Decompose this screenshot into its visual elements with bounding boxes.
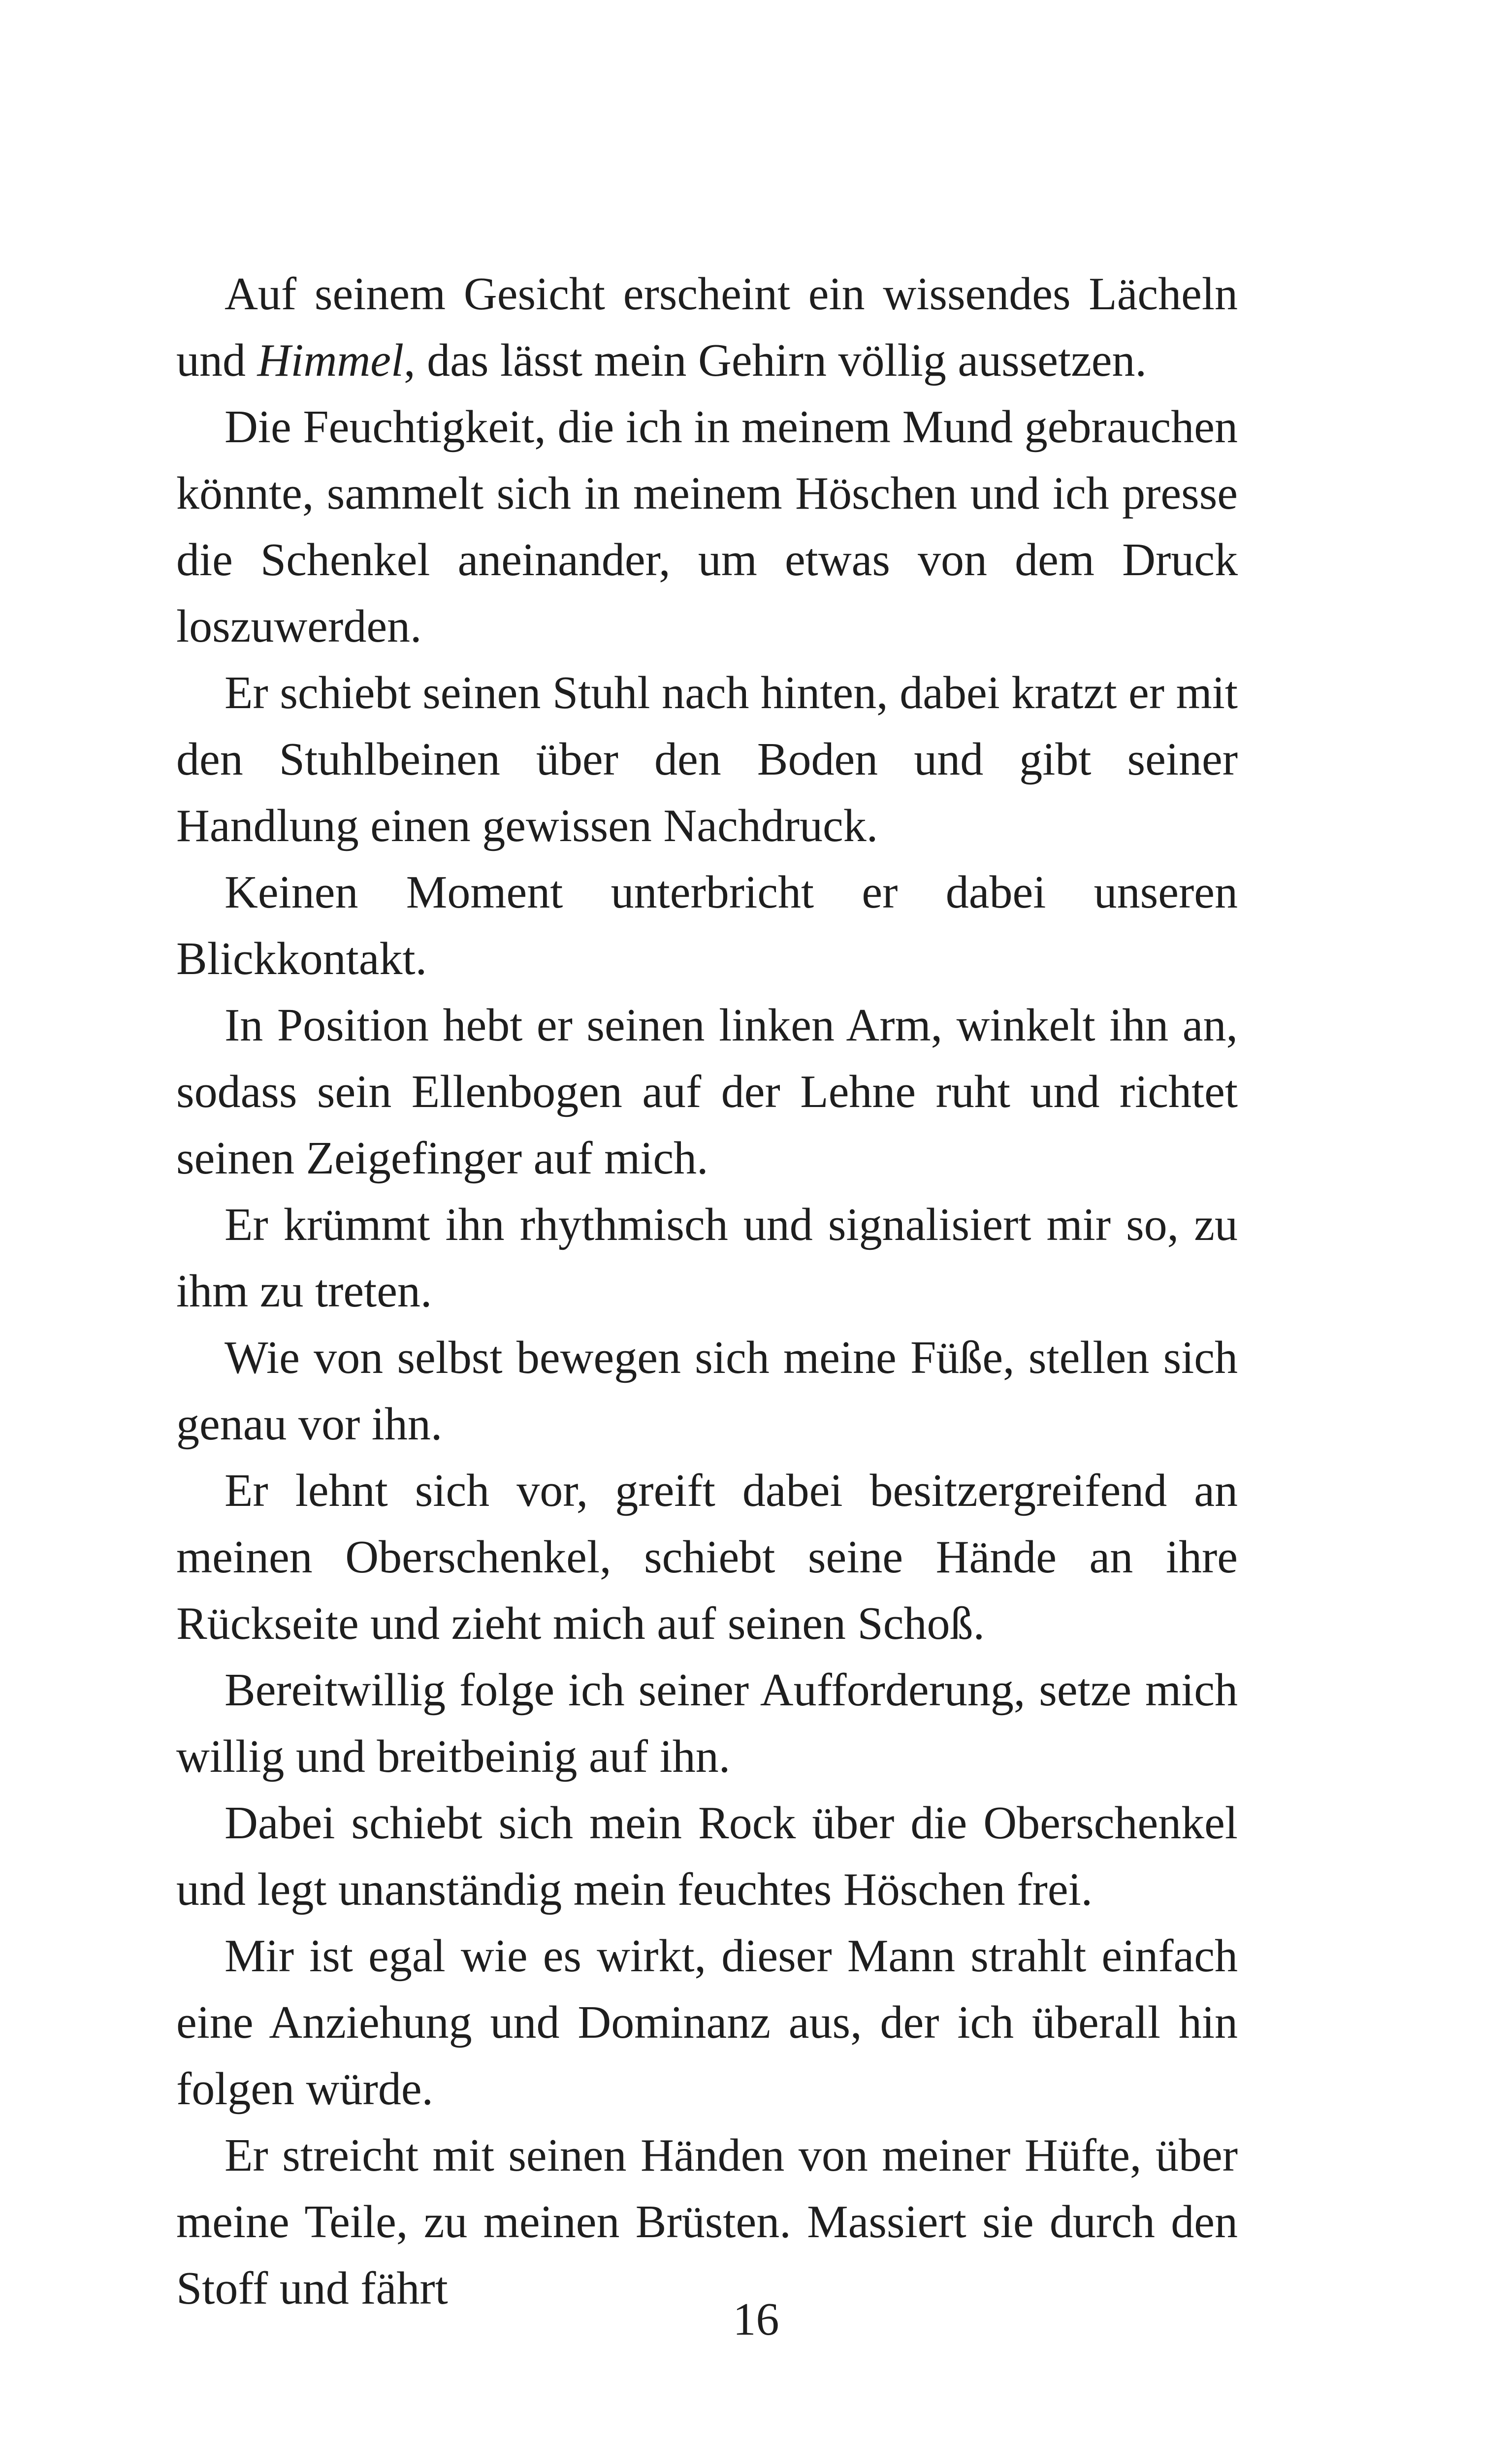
- paragraph-7: Wie von selbst bewegen sich meine Füße, stellen sich genau vor ihn.: [176, 1332, 1238, 1450]
- paragraph-1-lead: Auf seinem Gesicht erscheint ein wissendes Lächeln und: [176, 268, 1238, 386]
- paragraph-8: Er lehnt sich vor, greift dabei besitzergreifend an meinen Oberschenkel, schiebt seine Hände an ihre Rückseite und zieht mich auf seinen Schoß.: [176, 1465, 1238, 1649]
- body-text: [176, 261, 1238, 2322]
- paragraph-1-emphasis: Himmel: [257, 335, 404, 386]
- paragraph-3: Er schiebt seinen Stuhl nach hinten, dabei kratzt er mit den Stuhlbeinen über den Boden und gibt seiner Handlung einen gewissen Nachdruck.: [176, 667, 1238, 851]
- paragraph-12: Er streicht mit seinen Händen von meiner Hüfte, über meine Teile, zu meinen Brüsten. Massiert sie durch den Stoff und fährt: [176, 2130, 1238, 2314]
- paragraph-11: Mir ist egal wie es wirkt, dieser Mann strahlt einfach eine Anziehung und Dominanz aus, der ich überall hin folgen würde.: [176, 1930, 1238, 2115]
- paragraph-2: Die Feuchtigkeit, die ich in meinem Mund gebrauchen könnte, sammelt sich in meinem Höschen und ich presse die Schenkel aneinander, um etwas von dem Druck loszuwerden.: [176, 401, 1238, 652]
- paragraph-1: [176, 261, 1238, 394]
- paragraph-5: In Position hebt er seinen linken Arm, winkelt ihn an, sodass sein Ellenbogen auf der Lehne ruht und richtet seinen Zeigefinger auf mich.: [176, 1000, 1238, 1184]
- paragraph-6: Er krümmt ihn rhythmisch und signalisiert mir so, zu ihm zu treten.: [176, 1199, 1238, 1317]
- paragraph-1-rest: , das lässt mein Gehirn völlig aussetzen.: [404, 335, 1147, 386]
- page-number: 16: [733, 2294, 779, 2345]
- paragraph-4: Keinen Moment unterbricht er dabei unseren Blickkontakt.: [176, 867, 1238, 984]
- paragraph-10: Dabei schiebt sich mein Rock über die Oberschenkel und legt unanständig mein feuchtes Höschen frei.: [176, 1797, 1238, 1915]
- paragraph-9: Bereitwillig folge ich seiner Aufforderung, setze mich willig und breitbeinig auf ihn.: [176, 1664, 1238, 1782]
